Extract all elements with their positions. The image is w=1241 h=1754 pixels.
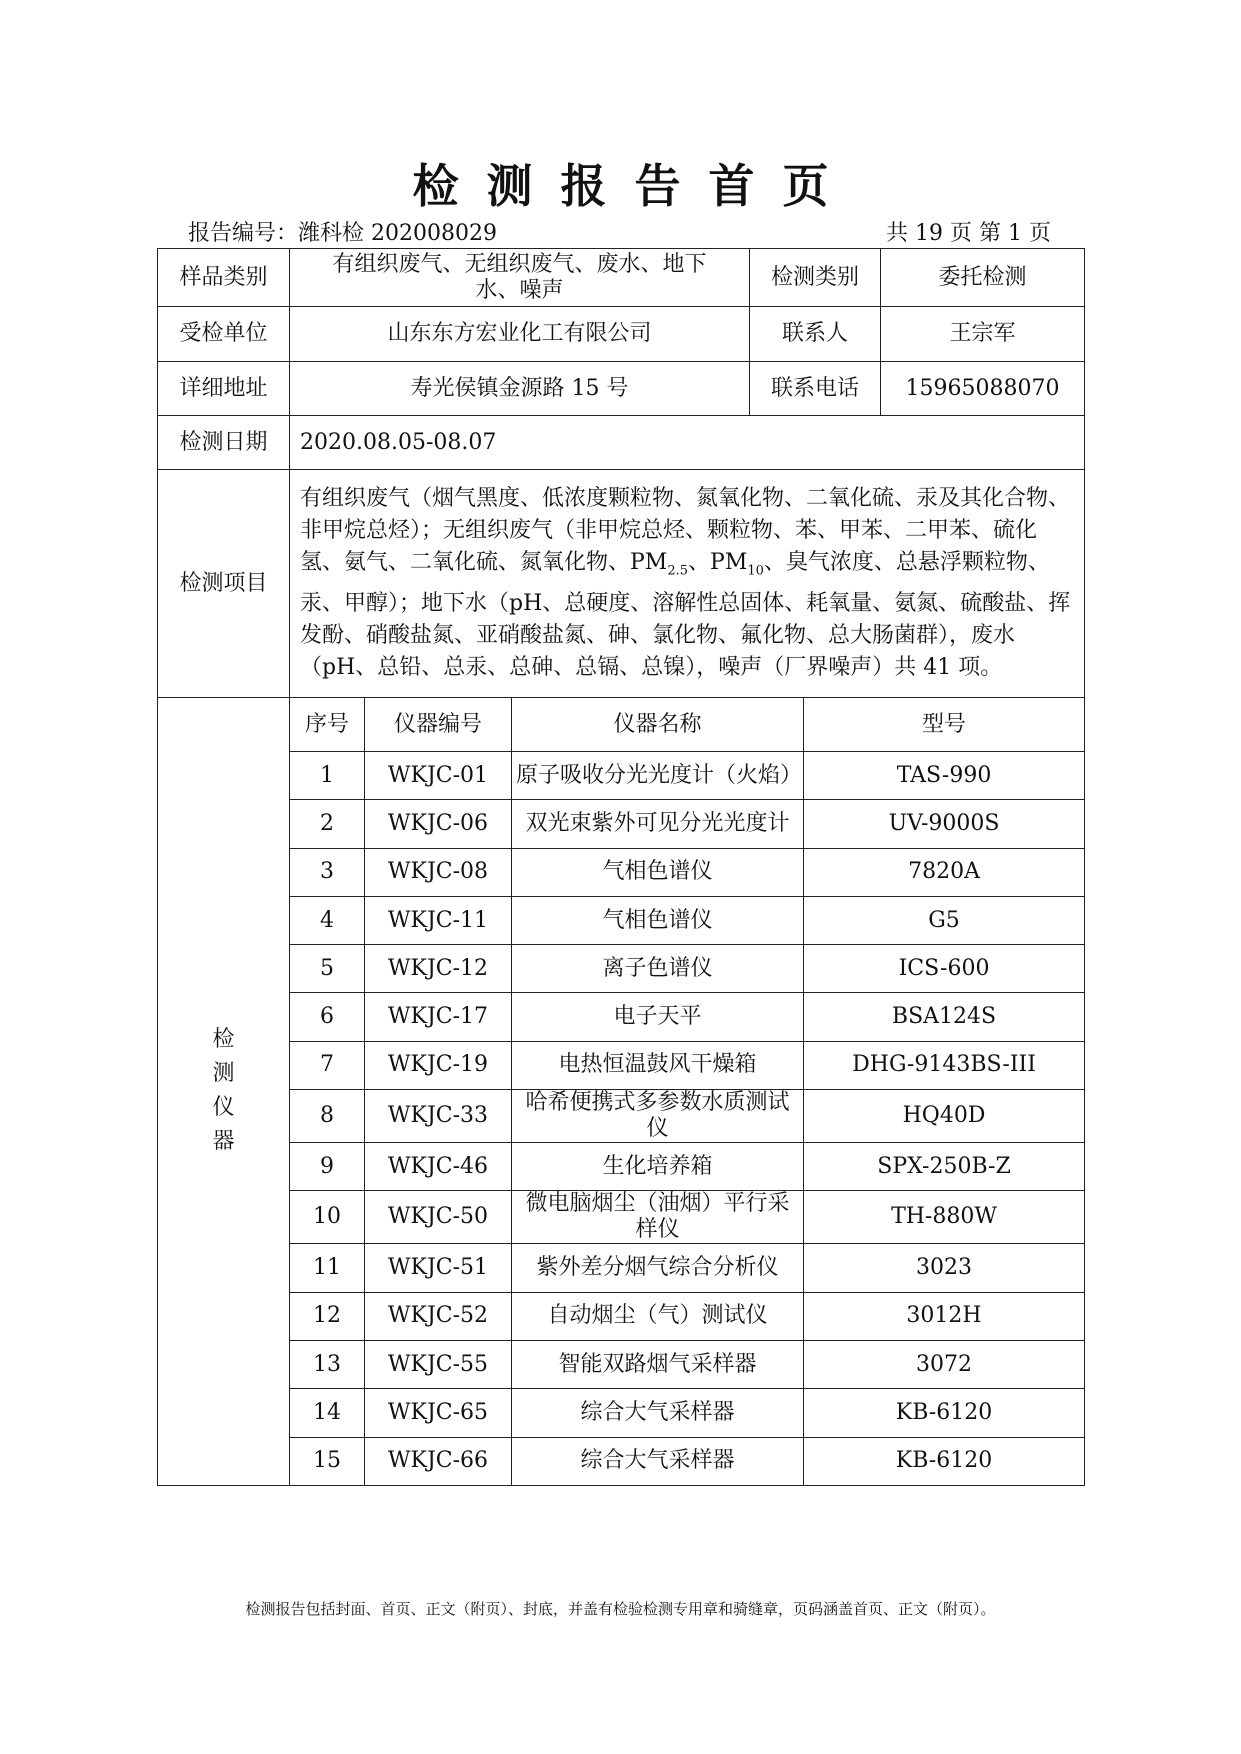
instrument-index: 14 xyxy=(290,1389,365,1437)
instruments-label-char: 测 xyxy=(212,1061,235,1087)
instrument-row xyxy=(158,1143,1085,1191)
instrument-row xyxy=(158,1437,1085,1485)
date-label: 检测日期 xyxy=(158,416,290,470)
date-row xyxy=(158,416,1085,470)
client-label: 受检单位 xyxy=(158,307,290,362)
contact-value: 王宗军 xyxy=(881,307,1085,362)
instrument-index: 3 xyxy=(290,848,365,896)
instrument-row xyxy=(158,1389,1085,1437)
instrument-row xyxy=(158,752,1085,800)
col-header-index: 序号 xyxy=(290,698,365,752)
client-value: 山东东方宏业化工有限公司 xyxy=(290,307,750,362)
instrument-row xyxy=(158,896,1085,944)
instrument-index: 4 xyxy=(290,896,365,944)
client-row xyxy=(158,307,1085,362)
instrument-code: WKJC-66 xyxy=(365,1437,512,1485)
instrument-row xyxy=(158,800,1085,848)
address-label: 详细地址 xyxy=(158,362,290,416)
instrument-index: 8 xyxy=(290,1090,365,1143)
instruments-header-row xyxy=(158,698,1085,752)
instrument-name: 气相色谱仪 xyxy=(512,896,804,944)
instrument-model: KB-6120 xyxy=(804,1437,1085,1485)
test-type-value: 委托检测 xyxy=(881,249,1085,307)
test-type-label: 检测类别 xyxy=(750,249,881,307)
contact-label: 联系人 xyxy=(750,307,881,362)
instrument-row xyxy=(158,1244,1085,1292)
instrument-code: WKJC-65 xyxy=(365,1389,512,1437)
instrument-name: 离子色谱仪 xyxy=(512,945,804,993)
instrument-code: WKJC-52 xyxy=(365,1292,512,1340)
instruments-label-char: 器 xyxy=(212,1129,235,1155)
date-value: 2020.08.05-08.07 xyxy=(290,416,1085,470)
items-label: 检测项目 xyxy=(158,470,290,698)
items-text-part1: 有组织废气（烟气黑度、低浓度颗粒物、氮氧化物、二氧化硫、汞及其化合物、非甲烷总烃）；无组织废气（非甲烷总烃、颗粒物、苯、甲苯、二甲苯、硫化氢、氨气、二氧化硫、氮氧化物、PM xyxy=(300,486,1071,576)
instrument-row xyxy=(158,1191,1085,1244)
instrument-name: 智能双路烟气采样器 xyxy=(512,1340,804,1388)
footer-note: 检测报告包括封面、首页、正文（附页）、封底，并盖有检验检测专用章和骑缝章，页码涵盖首页、正文（附页）。 xyxy=(245,1600,996,1618)
instrument-model: G5 xyxy=(804,896,1085,944)
instrument-row xyxy=(158,993,1085,1041)
instrument-model: DHG-9143BS-III xyxy=(804,1041,1085,1089)
instrument-code: WKJC-01 xyxy=(365,752,512,800)
phone-label: 联系电话 xyxy=(750,362,881,416)
instrument-model: ICS-600 xyxy=(804,945,1085,993)
instruments-label-char: 仪 xyxy=(212,1095,235,1121)
instrument-row xyxy=(158,1041,1085,1089)
instrument-name: 原子吸收分光光度计（火焰） xyxy=(512,752,804,800)
col-header-code: 仪器编号 xyxy=(365,698,512,752)
instrument-code: WKJC-12 xyxy=(365,945,512,993)
instrument-index: 12 xyxy=(290,1292,365,1340)
instruments-label-char: 检 xyxy=(212,1027,235,1053)
page-info: 共 19 页 第 1 页 xyxy=(886,221,1051,246)
instrument-name: 微电脑烟尘（油烟）平行采样仪 xyxy=(512,1191,804,1244)
instrument-model: BSA124S xyxy=(804,993,1085,1041)
sample-type-row xyxy=(158,249,1085,307)
instrument-name: 电热恒温鼓风干燥箱 xyxy=(512,1041,804,1089)
report-table xyxy=(157,248,1085,1486)
instrument-code: WKJC-50 xyxy=(365,1191,512,1244)
instrument-code: WKJC-06 xyxy=(365,800,512,848)
report-number: 报告编号：潍科检 202008029 xyxy=(188,221,497,246)
instrument-index: 7 xyxy=(290,1041,365,1089)
address-value: 寿光侯镇金源路 15 号 xyxy=(290,362,750,416)
instrument-code: WKJC-55 xyxy=(365,1340,512,1388)
instrument-name: 综合大气采样器 xyxy=(512,1389,804,1437)
instrument-code: WKJC-19 xyxy=(365,1041,512,1089)
instrument-code: WKJC-17 xyxy=(365,993,512,1041)
instrument-model: KB-6120 xyxy=(804,1389,1085,1437)
instrument-index: 10 xyxy=(290,1191,365,1244)
instrument-row xyxy=(158,1090,1085,1143)
items-text-part3: 、臭气浓度、总悬浮颗粒物、汞、甲醇）；地下水（pH、总硬度、溶解性总固体、耗氧量、氨氮、硫酸盐、挥发酚、硝酸盐氮、亚硝酸盐氮、砷、氯化物、氟化物、总大肠菌群），废水（pH、总铅、总汞、总砷、总镉、总镍），噪声（厂界噪声）共 41 项。 xyxy=(300,550,1071,680)
instrument-index: 15 xyxy=(290,1437,365,1485)
instrument-model: 3012H xyxy=(804,1292,1085,1340)
instrument-code: WKJC-08 xyxy=(365,848,512,896)
instrument-model: TH-880W xyxy=(804,1191,1085,1244)
instrument-name: 双光束紫外可见分光光度计 xyxy=(512,800,804,848)
instrument-index: 11 xyxy=(290,1244,365,1292)
instrument-name: 自动烟尘（气）测试仪 xyxy=(512,1292,804,1340)
instrument-index: 13 xyxy=(290,1340,365,1388)
report-meta xyxy=(188,216,1051,246)
col-header-name: 仪器名称 xyxy=(512,698,804,752)
instrument-index: 2 xyxy=(290,800,365,848)
instrument-name: 电子天平 xyxy=(512,993,804,1041)
instrument-model: TAS-990 xyxy=(804,752,1085,800)
instrument-model: HQ40D xyxy=(804,1090,1085,1143)
instrument-row xyxy=(158,848,1085,896)
instrument-row xyxy=(158,1340,1085,1388)
instrument-model: SPX-250B-Z xyxy=(804,1143,1085,1191)
phone-value: 15965088070 xyxy=(881,362,1085,416)
instrument-model: 3072 xyxy=(804,1340,1085,1388)
items-sub-10: 10 xyxy=(747,563,764,579)
address-row xyxy=(158,362,1085,416)
instrument-index: 5 xyxy=(290,945,365,993)
sample-type-value: 有组织废气、无组织废气、废水、地下水、噪声 xyxy=(290,249,750,307)
instrument-code: WKJC-51 xyxy=(365,1244,512,1292)
instrument-name: 哈希便携式多参数水质测试仪 xyxy=(512,1090,804,1143)
sample-type-label: 样品类别 xyxy=(158,249,290,307)
instrument-row xyxy=(158,1292,1085,1340)
instruments-label xyxy=(158,698,290,1486)
items-sub-25: 2.5 xyxy=(667,563,689,579)
instrument-index: 6 xyxy=(290,993,365,1041)
instrument-name: 气相色谱仪 xyxy=(512,848,804,896)
col-header-model: 型号 xyxy=(804,698,1085,752)
instrument-model: UV-9000S xyxy=(804,800,1085,848)
instrument-code: WKJC-33 xyxy=(365,1090,512,1143)
instrument-code: WKJC-46 xyxy=(365,1143,512,1191)
instrument-name: 紫外差分烟气综合分析仪 xyxy=(512,1244,804,1292)
instrument-row xyxy=(158,945,1085,993)
items-row xyxy=(158,470,1085,698)
instrument-model: 7820A xyxy=(804,848,1085,896)
instrument-index: 1 xyxy=(290,752,365,800)
instrument-name: 生化培养箱 xyxy=(512,1143,804,1191)
instrument-model: 3023 xyxy=(804,1244,1085,1292)
items-text-part2: 、PM xyxy=(688,550,748,576)
instrument-name: 综合大气采样器 xyxy=(512,1437,804,1485)
items-value xyxy=(290,470,1085,698)
instrument-index: 9 xyxy=(290,1143,365,1191)
page-title: 检测报告首页 xyxy=(412,159,857,213)
instrument-code: WKJC-11 xyxy=(365,896,512,944)
